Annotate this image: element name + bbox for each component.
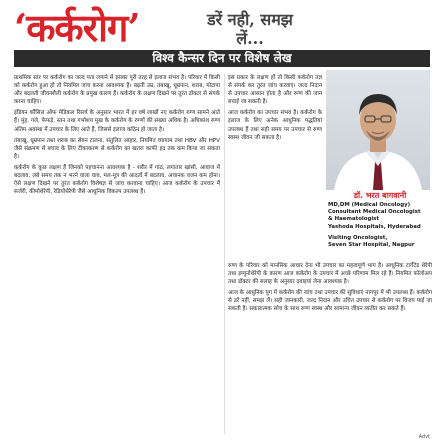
credential-line: Consultant Medical Oncologist bbox=[328, 209, 421, 216]
paragraph: प्राथमिक स्तर पर कर्करोग का जल्द पता लगाने से इसका पूरी तरह से इलाज संभव है। परिवार में किसी को कर्करोग हुआ हो तो नियमित जांच करना आवश्यक है। बढ़ती उम्र, तंबाखू, धूम्रपान, शराब, मोटापा और बदलती जीवनशैली कर्करोग के प्रमुख कारण हैं। कर्करोग के लक्षण दिखने पर तुरंत डॉक्टर से संपर्क करना चाहिए। bbox=[14, 75, 220, 106]
paragraph: आज कर्करोग का उपचार संभव है। कर्करोग के इलाज के लिए अनेक आधुनिक पद्धतियां उपलब्ध हैं तथा सही समय पर उपचार से रुग्ण स्वस्थ जीवन जी सकता है। bbox=[228, 110, 322, 141]
paragraph: इंडियन कौंसिल ऑफ मेडिकल रिसर्च के अनुसार भारत में हर वर्ष लाखों नए कर्करोग रुग्ण सामने आते हैं। मुंह, गले, फेफड़े, स्तन तथा गर्भाशय मुख के कर्करोग के रुग्णों की संख्या अधिक है। अधिकांश रुग्ण अंतिम अवस्था में उपचार के लिए आते हैं, जिससे इलाज कठिन हो जाता है। bbox=[14, 110, 220, 133]
doctor-portrait bbox=[326, 70, 430, 190]
article-left-column bbox=[14, 74, 220, 434]
main-title: ‘कर्करोग’ bbox=[14, 5, 140, 50]
visiting-line: Seven Star Hospital, Nagpur bbox=[328, 242, 415, 249]
doctor-name: डॉ. भरत बागवानी bbox=[353, 191, 407, 200]
visiting-line: Visiting Oncologist, bbox=[328, 234, 388, 241]
paragraph: रुग्ण के परिवार को मानसिक आधार देना भी उपचार का महत्वपूर्ण भाग है। आधुनिक टार्गेटेड थेरेपी तथा इम्युनोथेरेपी के कारण आज कर्करोग के उपचार में अच्छे परिणाम मिल रहे हैं। नियमित फॉलोअप तथा डॉक्टर की सलाह के अनुसार दवाइयां लेना आवश्यक है। bbox=[228, 263, 432, 286]
article-right-bottom-column bbox=[228, 262, 432, 434]
advertisement-mark: Advt bbox=[418, 434, 430, 440]
subtitle-band: विश्व कैन्सर दिन पर विशेष लेख bbox=[14, 50, 430, 67]
credential-line: Yashoda Hospitals, Hyderabad bbox=[328, 223, 421, 230]
article-right-top-column bbox=[228, 74, 322, 259]
paragraph: कर्करोग के कुछ लक्षण हैं जिनको पहचानना आवश्यक है - शरीर में गांठ, लगातार खांसी, आवाज में बदलाव, लंबे समय तक न भरने वाला घाव, मल-मूत्र की आदतों में बदलाव, अचानक वजन कम होना। ऐसे लक्षण दिखने पर तुरंत कर्करोग विशेषज्ञ से जांच करवाना चाहिए। आज कर्करोग के उपचार में सर्जरी, कीमोथेरेपी, रेडियोथेरेपी जैसे आधुनिक विकल्प उपलब्ध हैं। bbox=[14, 164, 220, 196]
tagline: डरें नही, समझ लें... bbox=[207, 10, 293, 48]
paragraph: इस प्रकार के लक्षण हों तो किसी कर्करोग तज्ञ से संपर्क कर तुरंत जांच करवाएं। जल्द निदान से उपचार आसान होता है और रुग्ण की जान बचाई जा सकती है। bbox=[228, 75, 322, 106]
paragraph: तंबाखू, धूम्रपान तथा शराब का सेवन टालना, संतुलित आहार, नियमित व्यायाम तथा HBV और HPV जैसे संक्रमण से बचाव के लिए टीकाकरण से कर्करोग का खतरा काफी हद तक कम किया जा सकता है। bbox=[14, 137, 220, 160]
article-header bbox=[0, 0, 444, 70]
credential-line: & Haematologist bbox=[328, 216, 379, 223]
doctor-credentials bbox=[328, 202, 432, 249]
column-divider bbox=[224, 74, 225, 434]
paragraph: आज के आधुनिक युग में कर्करोग की जांच तथा उपचार की सुविधाएं नागपुर में भी उपलब्ध हैं। कर्करोग से डरें नहीं, समझ लें। सही जानकारी, जल्द निदान और उचित उपचार से कर्करोग पर विजय पाई जा सकती है। सकारात्मक सोच के साथ रुग्ण स्वस्थ और सामान्य जीवन व्यतीत कर सकते हैं। bbox=[228, 290, 432, 313]
credential-line: MD,DM (Medical Oncology) bbox=[328, 202, 411, 208]
